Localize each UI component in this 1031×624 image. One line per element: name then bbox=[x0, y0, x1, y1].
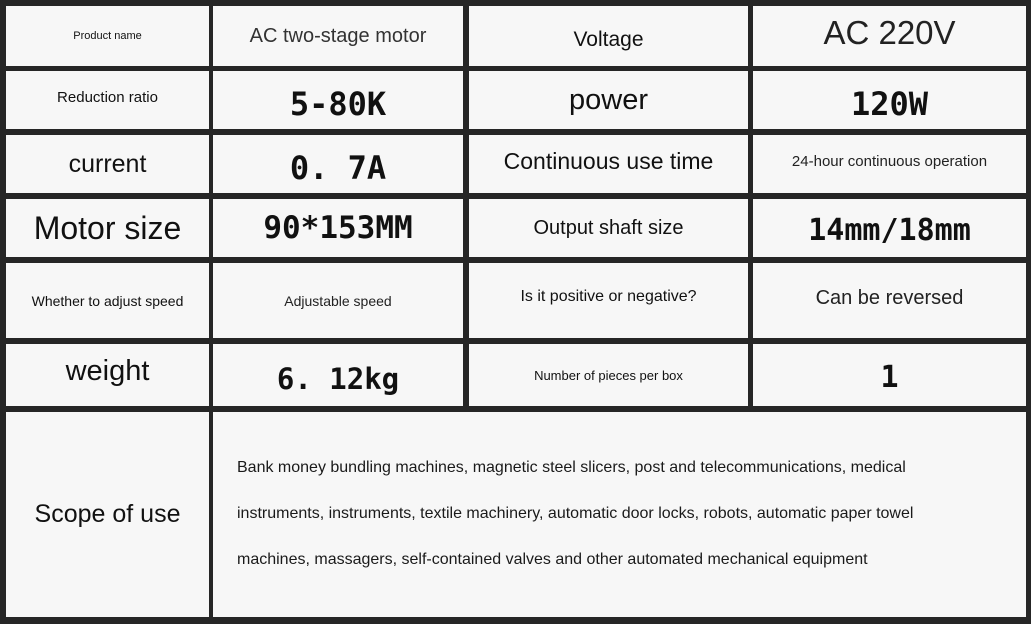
value-output-shaft-size: 14mm/18mm bbox=[753, 199, 1026, 257]
value-adjust-speed: Adjustable speed bbox=[213, 263, 463, 338]
value-voltage: AC 220V bbox=[753, 6, 1026, 66]
value-reduction-ratio: 5-80K bbox=[213, 71, 463, 129]
value-weight: 6. 12kg bbox=[213, 344, 463, 406]
label-adjust-speed: Whether to adjust speed bbox=[6, 263, 209, 338]
value-positive-negative: Can be reversed bbox=[753, 263, 1026, 338]
label-current: current bbox=[6, 135, 209, 193]
label-product-name: Product name bbox=[6, 6, 209, 66]
label-reduction-ratio: Reduction ratio bbox=[6, 71, 209, 129]
label-motor-size: Motor size bbox=[6, 199, 209, 257]
value-pieces-per-box: 1 bbox=[753, 344, 1026, 406]
value-motor-size: 90*153MM bbox=[213, 199, 463, 257]
value-power: 120W bbox=[753, 71, 1026, 129]
label-pieces-per-box: Number of pieces per box bbox=[469, 344, 748, 406]
label-power: power bbox=[469, 71, 748, 129]
scope-line: machines, massagers, self-contained valves and other automated mechanical equipment bbox=[237, 551, 868, 568]
label-positive-negative: Is it positive or negative? bbox=[469, 263, 748, 338]
scope-of-use-text bbox=[237, 445, 1017, 583]
label-scope-of-use: Scope of use bbox=[6, 412, 209, 617]
scope-line: instruments, instruments, textile machinery, automatic door locks, robots, automatic paper towel bbox=[237, 505, 914, 522]
label-voltage: Voltage bbox=[469, 6, 748, 66]
value-current: 0. 7A bbox=[213, 135, 463, 193]
label-continuous-use-time: Continuous use time bbox=[469, 135, 748, 193]
value-continuous-use-time: 24-hour continuous operation bbox=[753, 135, 1026, 193]
value-product-name: AC two-stage motor bbox=[213, 6, 463, 66]
label-output-shaft-size: Output shaft size bbox=[469, 199, 748, 257]
label-weight: weight bbox=[6, 344, 209, 406]
scope-line: Bank money bundling machines, magnetic steel slicers, post and telecommunications, medical bbox=[237, 459, 906, 476]
